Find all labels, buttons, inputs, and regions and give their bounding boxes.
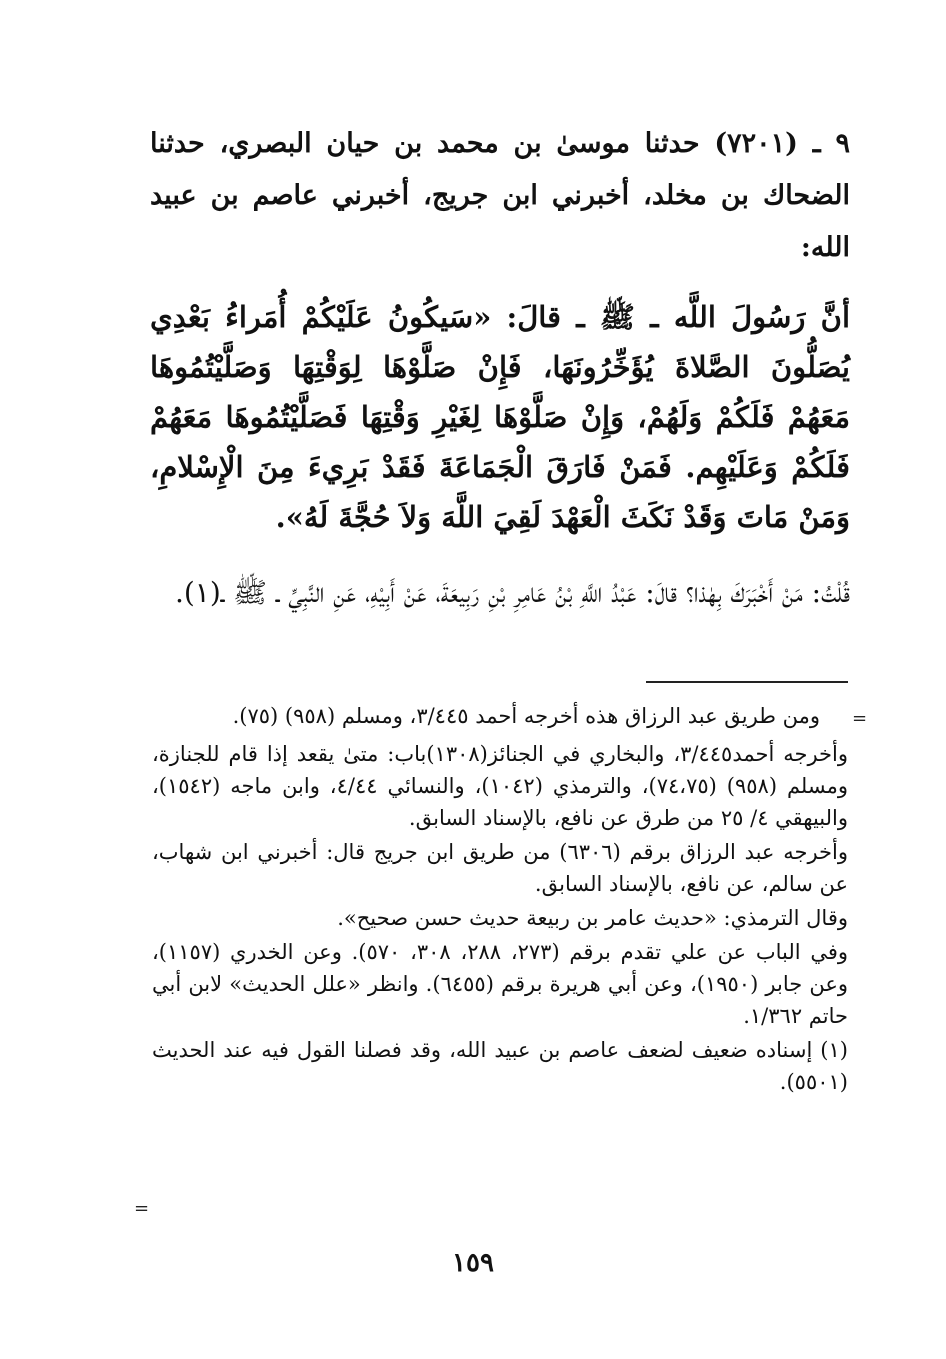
footnote-item: (١) إسناده ضعيف لضعف عاصم بن عبيد الله، وقد فصلنا القول فيه عند الحديث (٥٥٠١). [152, 1038, 848, 1094]
footnotes-block [152, 700, 848, 1100]
footnote-divider [646, 681, 848, 683]
matn-text: أنَّ رَسُولَ اللَّه ـ ﷺ ـ قالَ: «سَيكُونُ عَلَيْكُمْ أُمَراءُ بَعْدِي يُصَلُّونَ الصَّلاةَ يُؤَخِّرُونَهَا، فَإِنْ صَلَّوْهَا لِوَقْتِهَا وَصَلَّيْتُمُوهَا مَعَهُمْ فَلَكُمْ وَلَهُمْ، وَإِنْ صَلَّوْهَا لِغَيْرِ وَقْتِهَا فَصَلَّيْتُمُوهَا مَعَهُمْ فَلَكُمْ وَعَلَيْهِم. فَمَنْ فَارَقَ الْجَمَاعَةَ فَقَدْ بَرِيءَ مِنَ الْإِسْلامِ، وَمَنْ مَاتَ وَقَدْ نَكَثَ الْعَهْدَ لَقِيَ اللَّهَ وَلاَ حُجَّةَ لَهُ». [150, 300, 850, 534]
footnote-item: وقال الترمذي: «حديث عامر بن ربيعة حديث حسن صحيح». [337, 906, 848, 930]
hadith-followup [150, 568, 850, 618]
followup-text: قُلْتُ: مَنْ أَخْبَرَكَ بِهٰذا؟ قالَ: عَبْدُ اللَّهِ بْنُ عَامِرِ بْنِ رَبِيعَةَ، عَنْ أَبِيْهِ، عَنِ النَّبِيِّ ـ ﷺ ـ(١). [174, 576, 850, 609]
continuation-mark-bottom: = [134, 1198, 150, 1219]
page-number: ١٥٩ [452, 1248, 494, 1278]
hadith-isnad [150, 118, 850, 274]
footnote-item: وفي الباب عن علي تقدم برقم (٢٧٣، ٢٨٨، ٣٠٨، ٥٧٠). وعن الخدري (١١٥٧)، وعن جابر (١٩٥٠)، وعن أبي هريرة برقم (٦٤٥٥). وانظر «علل الحديث» لابن أبي حاتم ١/٣٦٢. [152, 940, 849, 1028]
continuation-mark-top: = [852, 708, 868, 729]
hadith-matn [150, 292, 850, 542]
footnote-item: وأخرجه أحمد٣/٤٤٥، والبخاري في الجنائز(١٣٠٨)باب: متىٰ يقعد إذا قام للجنازة، ومسلم (٩٥٨) (٧٤،٧٥)، والترمذي (١٠٤٢)، والنسائي ٤/٤٤، وابن ماجه (١٥٤٢)، والبيهقي ٤/ ٢٥ من طرق عن نافع، بالإسناد السابق. [152, 742, 848, 830]
isnad-text: ٩ ـ (٧٢٠١) حدثنا موسىٰ بن محمد بن حيان البصري، حدثنا الضحاك بن مخلد، أخبرني ابن جريج، أخبرني عاصم بن عبيد الله: [150, 128, 850, 263]
footnote-item: وأخرجه عبد الرزاق برقم (٦٣٠٦) من طريق ابن جريج قال: أخبرني ابن شهاب، عن سالم، عن نافع، بالإسناد السابق. [152, 840, 848, 896]
footnote-continued: ومن طريق عبد الرزاق هذه أخرجه أحمد ٣/٤٤٥، ومسلم (٩٥٨) (٧٥). [232, 704, 820, 728]
